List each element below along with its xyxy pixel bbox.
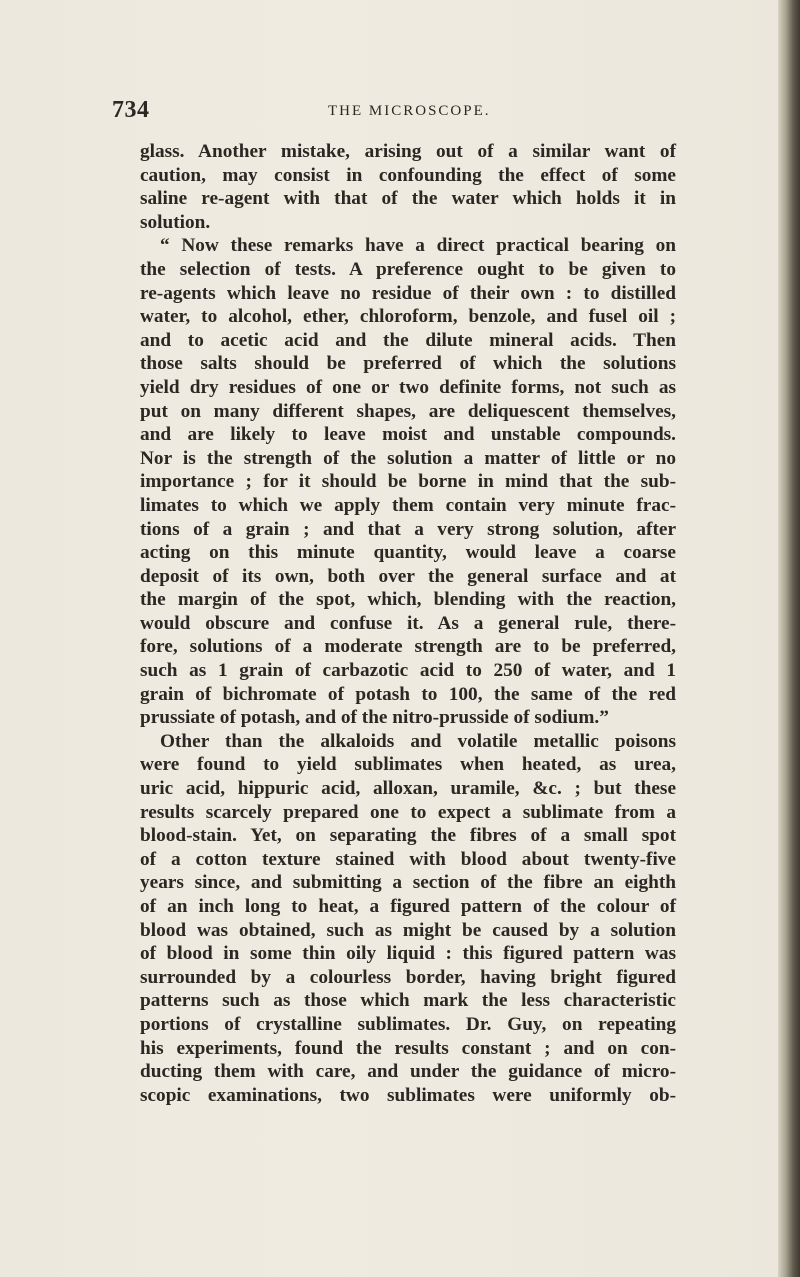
text-line: limates to which we apply them contain very minute frac- [140, 494, 676, 516]
text-line: saline re-agent with that of the water which holds it in [140, 188, 676, 210]
text-line: such as 1 grain of carbazotic acid to 250 of water, and 1 [140, 660, 676, 682]
text-line: re-agents which leave no residue of their own : to distilled [140, 282, 676, 304]
text-line: the margin of the spot, which, blending with the reaction, [140, 589, 676, 611]
text-line: of a cotton texture stained with blood about twenty-five [140, 848, 676, 870]
text-line: uric acid, hippuric acid, alloxan, uramile, &c. ; but these [140, 778, 676, 800]
text-line: caution, may consist in confounding the effect of some [140, 164, 676, 186]
text-line: solution. [140, 211, 211, 233]
page-number: 734 [112, 97, 150, 123]
text-line: of blood in some thin oily liquid : this figured pattern was [140, 943, 676, 965]
text-line: grain of bichromate of potash to 100, the same of the red [140, 683, 676, 705]
text-line: the selection of tests. A preference ought to be given to [140, 258, 676, 280]
text-line: Other than the alkaloids and volatile metallic poisons [160, 730, 676, 752]
text-line: blood-stain. Yet, on separating the fibres of a small spot [140, 825, 676, 847]
page-edge-shadow [778, 0, 800, 1277]
text-line: those salts should be preferred of which the solutions [140, 353, 676, 375]
text-line: of an inch long to heat, a figured pattern of the colour of [140, 896, 676, 917]
text-line: yield dry residues of one or two definite forms, not such as [140, 376, 676, 398]
text-line: years since, and submitting a section of the fibre an eighth [140, 872, 676, 894]
text-line: put on many different shapes, are deliquescent themselves, [140, 400, 676, 422]
running-title: THE MICROSCOPE. [328, 103, 491, 119]
text-line: results scarcely prepared one to expect a sublimate from a [140, 801, 676, 823]
text-line: would obscure and confuse it. As a general rule, there- [140, 612, 676, 634]
text-line: ducting them with care, and under the guidance of micro- [140, 1061, 676, 1083]
text-line: acting on this minute quantity, would leave a coarse [140, 542, 676, 564]
text-line: importance ; for it should be borne in mind that the sub- [140, 471, 676, 493]
text-line: surrounded by a colourless border, having bright figured [140, 966, 676, 988]
text-line: water, to alcohol, ether, chloroform, benzole, and fusel oil ; [140, 306, 676, 328]
text-line: deposit of its own, both over the general surface and at [140, 565, 676, 587]
text-line: his experiments, found the results constant ; and on con- [140, 1037, 676, 1059]
text-line: fore, solutions of a moderate strength are to be preferred, [140, 636, 676, 658]
body-text [140, 140, 676, 1107]
text-line: portions of crystalline sublimates. Dr. Guy, on repeating [140, 1013, 676, 1035]
text-line: and to acetic acid and the dilute mineral acids. Then [140, 329, 676, 351]
running-header [112, 97, 672, 127]
text-line: and are likely to leave moist and unstable compounds. [140, 424, 676, 446]
text-line: Nor is the strength of the solution a matter of little or no [140, 447, 676, 469]
text-line: blood was obtained, such as might be caused by a solution [140, 919, 676, 941]
text-line: glass. Another mistake, arising out of a similar want of [140, 141, 676, 162]
text-line: prussiate of potash, and of the nitro-prusside of sodium.” [140, 707, 609, 729]
text-line: patterns such as those which mark the less characteristic [140, 990, 676, 1012]
text-line: “ Now these remarks have a direct practical bearing on [160, 235, 676, 257]
text-line: tions of a grain ; and that a very strong solution, after [140, 518, 676, 540]
text-line: were found to yield sublimates when heated, as urea, [140, 754, 676, 776]
text-line: scopic examinations, two sublimates were uniformly ob- [140, 1084, 676, 1106]
